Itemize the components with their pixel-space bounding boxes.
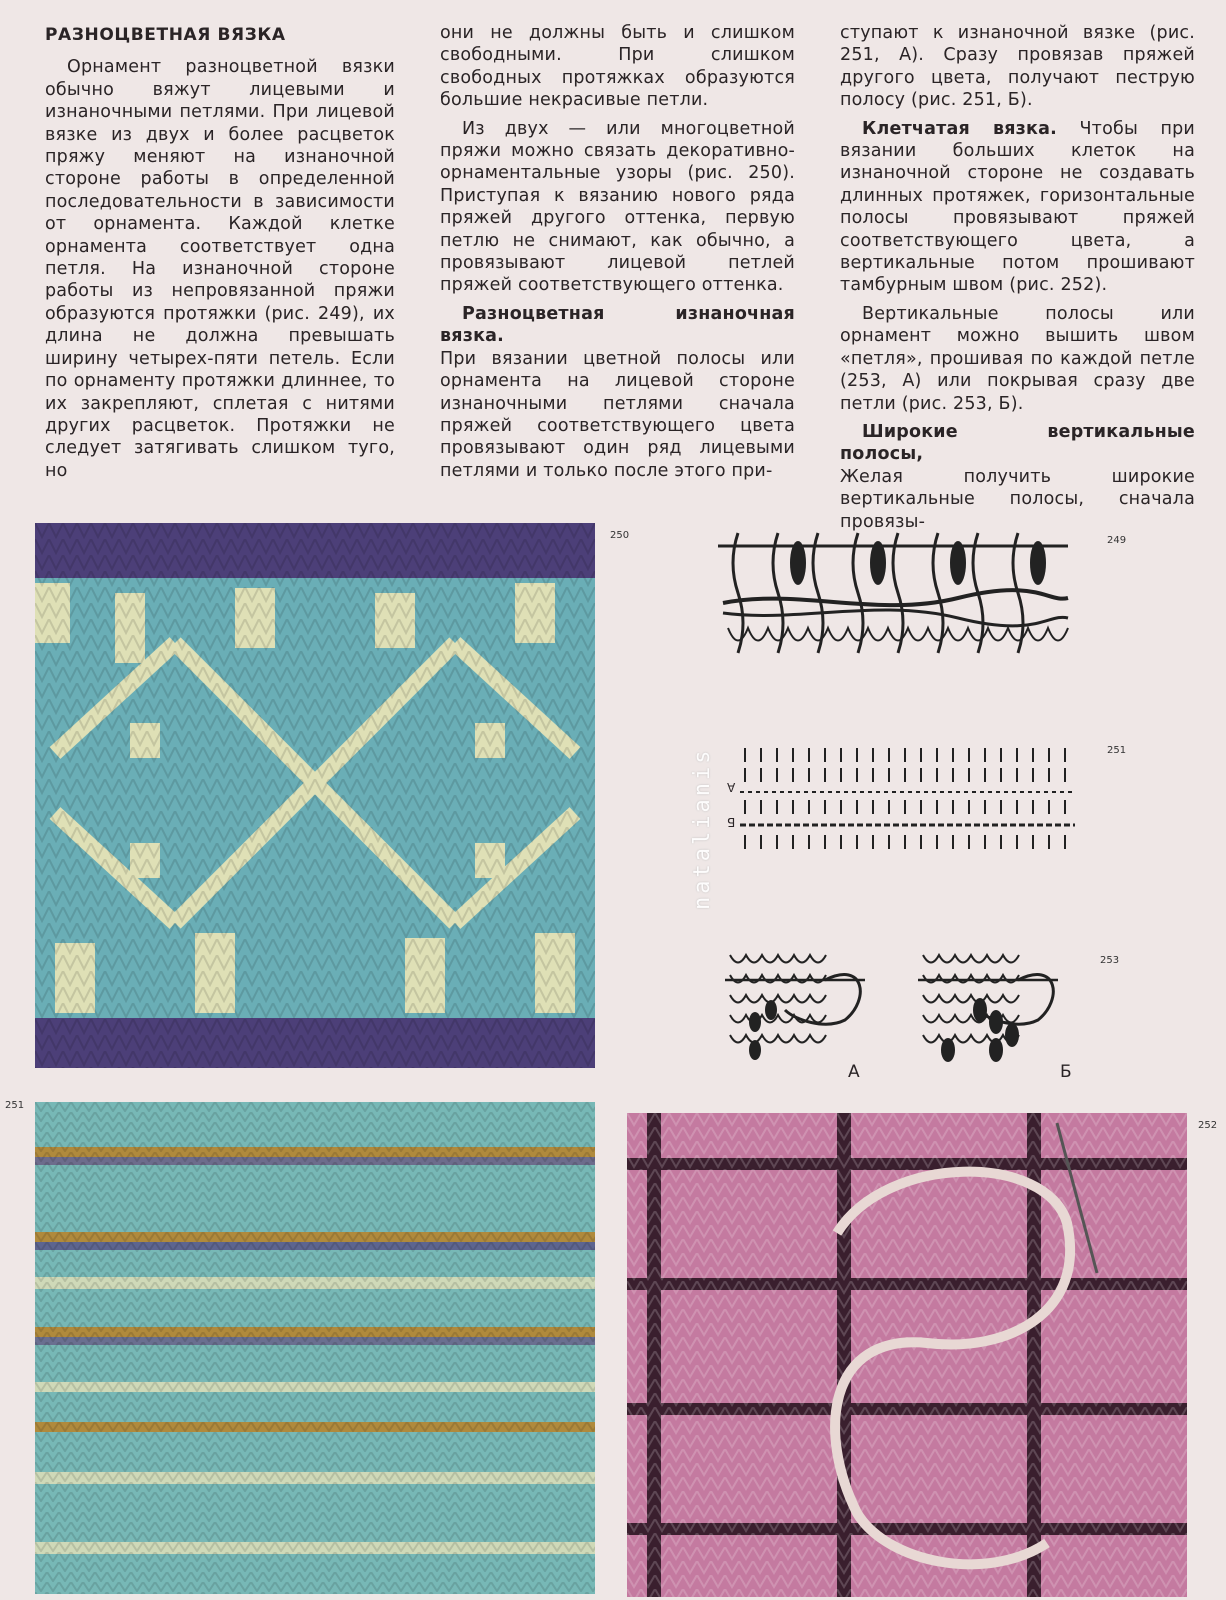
float-stitches-diagram	[718, 528, 1078, 658]
paragraph: Орнамент разноцветной вязки обычно вяжут лицевыми и изнаночными петлями. При лицевой вязке из двух и более расцветок пряжу меняют на изнаночной стороне работы в определенной последовательности в зависимости от орнамента. Каждой клетке орнамента соответствует одна петля. На изнаночной стороне работы из непровязанной пряжи образуются протяжки (рис. 249), их длина не должна превышать ширину четырех-пяти петель. Если по орнаменту протяжки длиннее, то их закрепляют, сплетая с нитями других расцветок. Протяжки не следует затягивать слишком туго, но	[45, 57, 395, 481]
stitch-rows-diagram	[735, 740, 1095, 870]
figure-number-252: 252	[1198, 1120, 1218, 1131]
diagram-fig-249	[718, 528, 1078, 658]
photo-fig-252	[627, 1113, 1187, 1597]
diagram-fig-253-a	[725, 950, 885, 1070]
subheading-text: Разноцветная изнаночная вязка.	[440, 303, 795, 347]
photo-fig-251	[35, 1102, 595, 1594]
figure-number-250: 250	[610, 530, 630, 541]
paragraph-text: Чтобы при вязании больших клеток на изнаночной стороне не создавать длинных протяжек, горизонтальные полосы провязывают пряжей соответствующего цвета, а вертикальные потом прошивают тамбурным швом (рис. 252).	[840, 118, 1196, 296]
paragraph-with-heading	[840, 118, 1195, 297]
figure-number-251-diagram: 251	[1107, 745, 1127, 756]
diagram-fig-251	[727, 740, 1095, 870]
plaid-knit-image	[627, 1113, 1187, 1597]
subheading-text: Широкие вертикальные полосы,	[840, 421, 1195, 465]
paragraph: При вязании цветной полосы или орнамента на лицевой стороне изнаночными петлями сначала пряжей соответствующего цвета провязывают один ряд лицевыми петлями и только после этого при-	[440, 348, 795, 481]
subheading-text: Клетчатая вязка.	[862, 118, 1057, 139]
section-heading: РАЗНОЦВЕТНАЯ ВЯЗКА	[45, 25, 286, 45]
paragraph: Вертикальные полосы или орнамент можно вышить швом «петля», прошивая по каждой петле (253, А) или покрывая сразу две петли (рис. 253, Б).	[840, 303, 1195, 414]
text-column-3	[840, 22, 1195, 539]
paragraph: они не должны быть и слишком свободными. При слишком свободных протяжках образуются большие некрасивые петли.	[440, 23, 795, 111]
text-column-2	[440, 22, 795, 488]
figure-number-249: 249	[1107, 535, 1127, 546]
subheading	[840, 421, 1195, 466]
paragraph: Из двух — или многоцветной пряжи можно связать декоративно-орнаментальные узоры (рис. 250). Приступая к вязанию нового ряда пряжей другого оттенка, первую петлю не снимают, как обычно, а провязывают лицевой петлей пряжей соответствующего оттенка.	[440, 118, 795, 296]
photo-fig-250	[35, 523, 595, 1068]
diagram-label-b: Б	[1060, 1062, 1072, 1082]
striped-knit-image	[35, 1102, 595, 1594]
knit-ornament-image	[35, 523, 595, 1068]
paragraph: Желая получить широкие вертикальные полосы, сначала провязы-	[840, 466, 1195, 532]
watermark: natalianis	[690, 747, 715, 910]
diagram-label-a: А	[848, 1062, 860, 1082]
subheading	[440, 303, 795, 348]
row-label-b: Б	[727, 815, 736, 829]
figure-number-251: 251	[5, 1100, 25, 1111]
loop-stitch-diagram-b	[918, 950, 1078, 1070]
loop-stitch-diagram-a	[725, 950, 885, 1070]
diagram-fig-253-b	[918, 950, 1078, 1070]
figure-number-253: 253	[1100, 955, 1120, 966]
paragraph: ступают к изнаночной вязке (рис. 251, А). Сразу провязав пряжей другого цвета, получают пеструю полосу (рис. 251, Б).	[840, 23, 1195, 111]
row-label-a: А	[727, 780, 736, 794]
text-column-1	[45, 22, 395, 488]
